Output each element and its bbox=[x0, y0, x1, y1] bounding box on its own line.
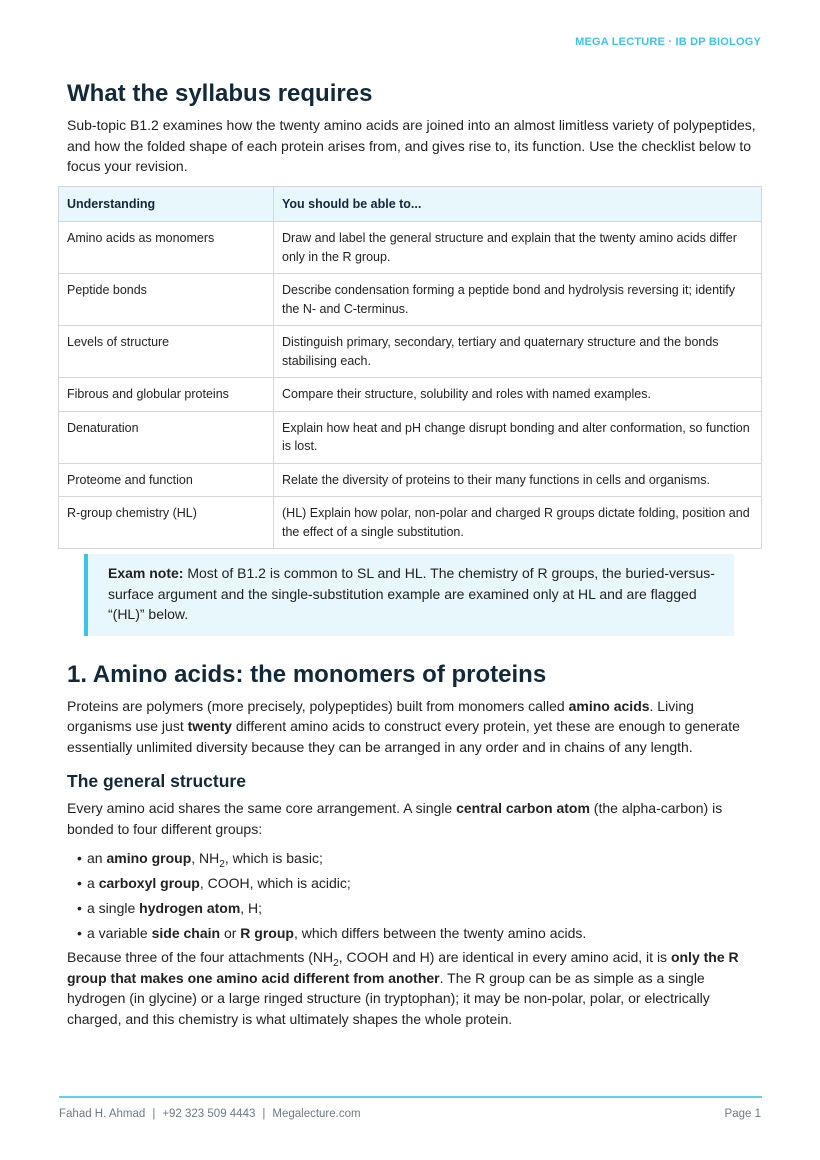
section-title: 1. Amino acids: the monomers of proteins bbox=[67, 660, 547, 688]
text-run: Proteins are polymers (more precisely, polypeptides) built from monomers called bbox=[67, 697, 569, 714]
page-content bbox=[67, 79, 762, 1029]
structure-text bbox=[67, 798, 762, 839]
subsection-title: The general structure bbox=[67, 771, 246, 791]
bold-term: twenty bbox=[187, 718, 232, 734]
list-item: • a carboxyl group, COOH, which is acidic; bbox=[87, 871, 762, 896]
table-cell-objective: Compare their structure, solubility and roles with named examples. bbox=[274, 378, 762, 412]
footer-credits bbox=[59, 1108, 361, 1120]
table-cell-objective: Explain how heat and pH change disrupt bonding and alter conformation, so function is lost. bbox=[274, 411, 762, 463]
table-cell-objective: Draw and label the general structure and explain that the twenty amino acids differ only in the R group. bbox=[274, 222, 762, 274]
subsection-general-structure bbox=[67, 770, 762, 1029]
table-cell-understanding: Proteome and function bbox=[59, 463, 274, 497]
table-cell-objective: Describe condensation forming a peptide bond and hydrolysis reversing it; identify the N- and C-terminus. bbox=[274, 274, 762, 326]
table-row bbox=[59, 378, 762, 412]
exam-note-label: Exam note: bbox=[108, 565, 184, 581]
header-tag: MEGA LECTURE · IB DP BIOLOGY bbox=[575, 36, 761, 48]
table-cell-objective: Distinguish primary, secondary, tertiary and quaternary structure and the bonds stabilising each. bbox=[274, 326, 762, 378]
table-row bbox=[59, 411, 762, 463]
footer-phone: +92 323 509 4443 bbox=[162, 1108, 256, 1120]
exam-note-text bbox=[108, 563, 734, 625]
page-number: Page 1 bbox=[724, 1108, 761, 1120]
footer-site-link[interactable]: Megalecture.com bbox=[272, 1108, 361, 1120]
table-row bbox=[59, 497, 762, 549]
bold-term: central carbon atom bbox=[456, 800, 590, 816]
footer-divider bbox=[59, 1096, 762, 1098]
closing-paragraph: Because three of the four attachments ($NH_2$, COOH and H) are identical in every amino acid, it is only the R group that makes one amino acid different from another. The R group can be as simple as a single hydrogen (in glycine) or a large ringed structure (in tryptophan); it may be non-polar, polar, or electrically charged, and this chemistry is what ultimately shapes the whole protein. bbox=[67, 949, 739, 1027]
exam-note-body: Most of B1.2 is common to SL and HL. The chemistry of R groups, the buried-versus-surface argument and the single-substitution example are examined only at HL and are flagged “(HL)” below. bbox=[108, 565, 715, 622]
footer-author: Fahad H. Ahmad bbox=[59, 1108, 146, 1120]
list-item: • a single hydrogen atom, H; bbox=[87, 896, 762, 921]
list-item: • an amino group, $NH_2$, which is basic; bbox=[87, 846, 762, 871]
table-cell-understanding: Peptide bonds bbox=[59, 274, 274, 326]
text-run: (the alpha-carbon) is bonded to four different groups: bbox=[67, 800, 723, 837]
section-lead bbox=[67, 696, 762, 758]
table-row bbox=[59, 463, 762, 497]
table-cell-understanding: R-group chemistry (HL) bbox=[59, 497, 274, 549]
table-cell-understanding: Fibrous and globular proteins bbox=[59, 378, 274, 412]
text-run: . Living organisms use just bbox=[67, 697, 694, 734]
table-cell-objective: (HL) Explain how polar, non-polar and charged R groups dictate folding, position and the effect of a single substitution. bbox=[274, 497, 762, 549]
table-row bbox=[59, 274, 762, 326]
section-amino-acids bbox=[67, 660, 762, 1030]
syllabus-table bbox=[58, 186, 762, 550]
table-cell-understanding: Levels of structure bbox=[59, 326, 274, 378]
list-item: • a variable side chain or R group, which differs between the twenty amino acids. bbox=[87, 921, 762, 946]
text-run: Every amino acid shares the same core arrangement. A single bbox=[67, 800, 457, 816]
syllabus-intro: Sub-topic B1.2 examines how the twenty amino acids are joined into an almost limitless variety of polypeptides, and how the folded shape of each protein arises from, and gives rise to, its function. Use the checklist below to focus your revision. bbox=[67, 117, 756, 174]
exam-note bbox=[84, 554, 734, 636]
table-row bbox=[59, 222, 762, 274]
footer-separator: | bbox=[152, 1108, 156, 1120]
table-header-row bbox=[59, 186, 762, 222]
table-row bbox=[59, 326, 762, 378]
group-list bbox=[67, 846, 762, 946]
table-header-understanding: Understanding bbox=[59, 186, 274, 222]
table-cell-understanding: Denaturation bbox=[59, 411, 274, 463]
table-cell-objective: Relate the diversity of proteins to their many functions in cells and organisms. bbox=[274, 463, 762, 497]
text-run: different amino acids to construct every protein, yet these are enough to generate essentially unlimited diversity because they can be arranged in any order and in chains of any length. bbox=[67, 718, 740, 755]
table-cell-understanding: Amino acids as monomers bbox=[59, 222, 274, 274]
table-header-able-to: You should be able to... bbox=[274, 186, 762, 222]
footer-separator: | bbox=[262, 1108, 266, 1120]
bold-term: amino acids bbox=[568, 697, 650, 714]
syllabus-title: What the syllabus requires bbox=[67, 80, 373, 107]
